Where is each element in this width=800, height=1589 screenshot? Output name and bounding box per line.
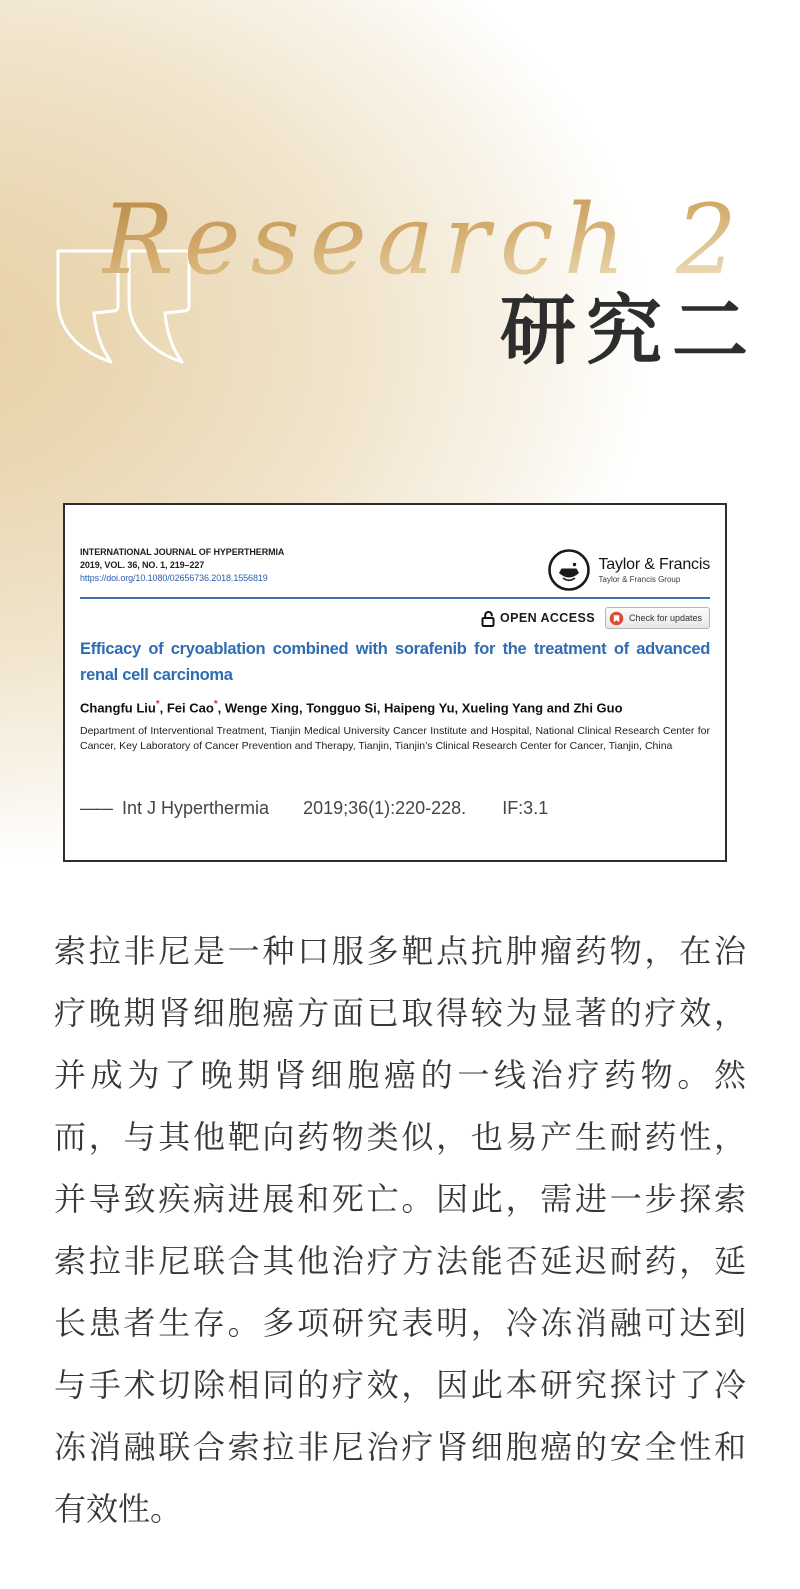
section-title-cn: 研究二 — [500, 290, 758, 374]
publisher-group: Taylor & Francis Group — [598, 574, 681, 584]
paper-title — [80, 636, 710, 688]
paragraph-line: 有效性。 — [54, 1491, 183, 1527]
check-updates-badge[interactable] — [605, 607, 710, 629]
author-asterisk: * — [213, 699, 218, 710]
divider-rule — [80, 597, 710, 599]
journal-issue: 2019, VOL. 36, NO. 1, 219–227 — [80, 560, 205, 570]
doi-link[interactable]: https://doi.org/10.1080/02656736.2018.1556819 — [80, 573, 268, 583]
open-access-label: OPEN ACCESS — [500, 611, 595, 625]
paper-title-line: renal cell carcinoma — [80, 666, 233, 684]
section-title-en: Research 2 — [101, 184, 747, 296]
summary-paragraph — [54, 920, 746, 1540]
journal-name: INTERNATIONAL JOURNAL OF HYPERTHERMIA — [80, 547, 285, 557]
paragraph-line: 冻消融联合索拉非尼治疗肾细胞癌的安全性和 — [54, 1429, 746, 1465]
paper-title-line: Efficacy of cryoablation combined with sorafenib for the treatment of advanced — [80, 640, 710, 658]
paragraph-line: 疗晚期肾细胞癌方面已取得较为显著的疗效， — [54, 995, 746, 1031]
journal-info — [80, 546, 284, 585]
paragraph-line: 索拉非尼是一种口服多靶点抗肿瘤药物，在治 — [54, 933, 746, 969]
paper-card — [63, 503, 727, 862]
paper-card-head — [80, 546, 710, 592]
open-access-lock-icon — [481, 610, 495, 627]
publisher-block — [547, 548, 711, 592]
paragraph-line: 而，与其他靶向药物类似，也易产生耐药性， — [54, 1119, 746, 1155]
affiliation-line: Department of Interventional Treatment, Tianjin Medical University Cancer Institute and Hospital, National Clinical Research Center for — [80, 725, 710, 738]
open-access — [481, 610, 595, 627]
paragraph-line: 索拉非尼联合其他治疗方法能否延迟耐药，延 — [54, 1243, 746, 1279]
paragraph-line: 与手术切除相同的疗效，因此本研究探讨了冷 — [54, 1367, 746, 1403]
paper-affiliation — [80, 724, 710, 754]
citation-journal: Int J Hyperthermia — [122, 798, 270, 818]
affiliation-line: Cancer, Key Laboratory of Cancer Prevention and Therapy, Tianjin, Tianjin’s Clinical Research Center for Cancer, Tianjin, China — [80, 740, 673, 753]
check-updates-label: Check for updates — [628, 613, 702, 623]
paragraph-line: 并导致疾病进展和死亡。因此，需进一步探索 — [54, 1181, 746, 1217]
publisher-name: Taylor & Francis — [598, 555, 710, 573]
paragraph-line: 并成为了晚期肾细胞癌的一线治疗药物。然 — [54, 1057, 746, 1093]
access-row — [80, 607, 710, 629]
paragraph-line: 长患者生存。多项研究表明，冷冻消融可达到 — [54, 1305, 746, 1341]
author-asterisk: * — [155, 699, 160, 710]
crossmark-icon — [609, 611, 624, 626]
impact-factor: IF:3.1 — [502, 798, 549, 818]
publisher-text — [599, 557, 711, 584]
taylor-francis-logo-icon — [547, 548, 591, 592]
citation-line — [80, 798, 548, 819]
citation-dash: —— — [80, 798, 110, 818]
citation-ref: 2019;36(1):220-228. — [303, 798, 467, 818]
paper-authors: Changfu Liu*, Fei Cao*, Wenge Xing, Tongguo Si, Haipeng Yu, Xueling Yang and Zhi Guo — [80, 699, 623, 716]
